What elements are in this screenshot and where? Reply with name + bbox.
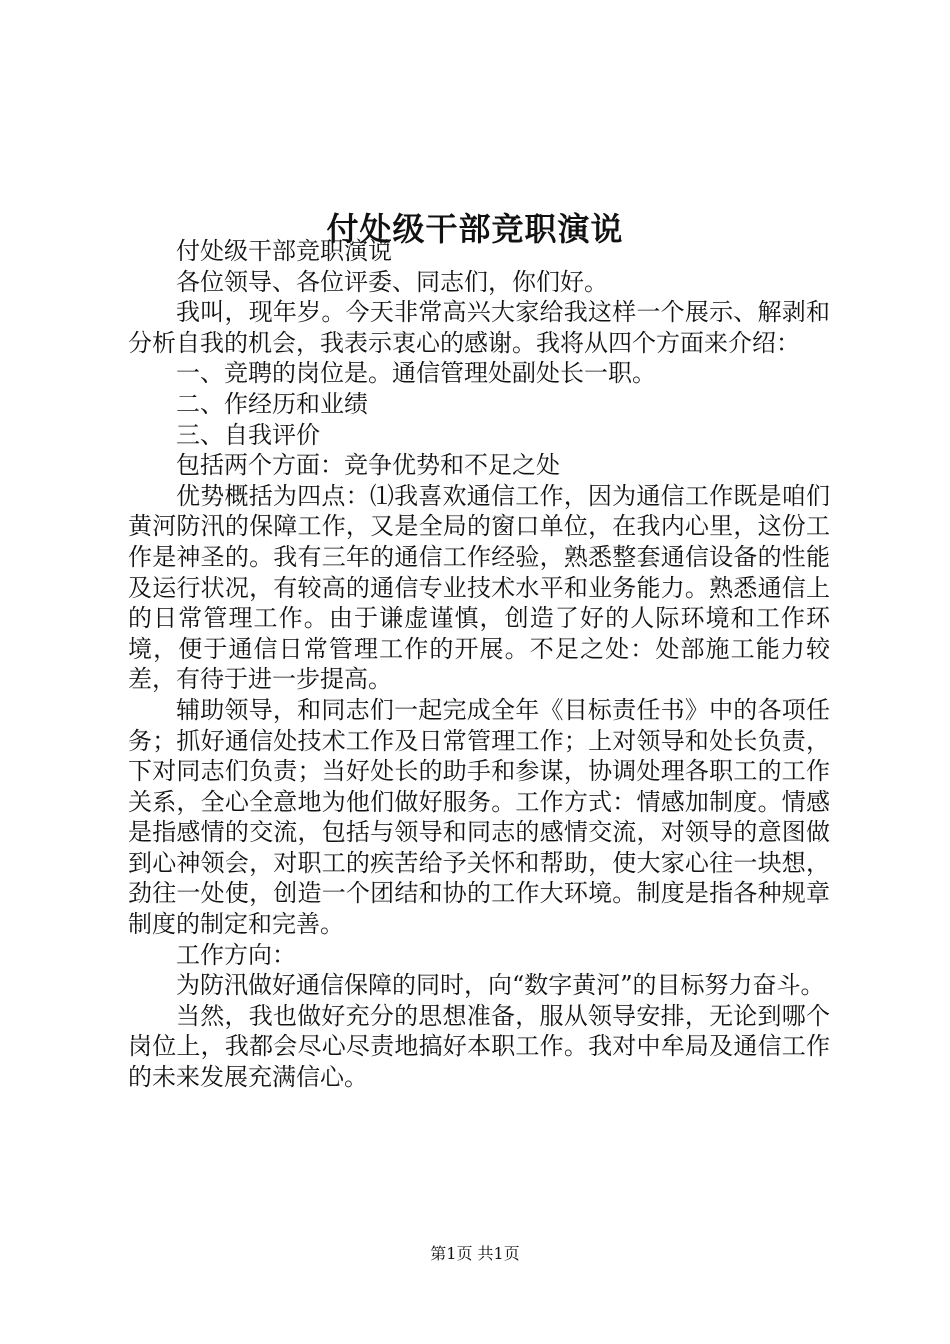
paragraph-work-direction: 为防汛做好通信保障的同时，向“数字黄河”的目标努力奋斗。 <box>176 971 825 1000</box>
paragraph-experience: 二、作经历和业绩 <box>176 389 368 418</box>
paragraph-subtitle: 付处级干部竞职演说 <box>176 237 392 265</box>
page-footer: 第1页 共1页 <box>430 1244 520 1263</box>
paragraph-duties: 辅助领导，和同志们一起完成全年《目标责任书》中的各项任务；抓好通信处技术工作及日常管理工作；上对领导和处长负责，下对同志们负责；当好处长的助手和参谋，协调处理各职工的工作关系，全心全意地为他们做好服务。工作方式：情感加制度。情感是指感情的交流，包括与领导和同志的感情交流，对领导的意图做到心神领会，对职工的疾苦给予关怀和帮助，使大家心往一块想，劲往一处使，创造一个团结和协的工作大环境。制度是指各种规章制度的制定和完善。 <box>128 695 830 939</box>
paragraph-self-evaluation: 三、自我评价 <box>176 420 320 449</box>
paragraph-work-direction-heading: 工作方向： <box>176 940 296 969</box>
paragraph-greeting: 各位领导、各位评委、同志们，你们好。 <box>176 267 608 296</box>
paragraph-closing: 当然，我也做好充分的思想准备，服从领导安排，无论到哪个岗位上，我都会尽心尽责地搞好本职工作。我对中牟局及通信工作的未来发展充满信心。 <box>128 1001 830 1092</box>
paragraph-introduction: 我叫，现年岁。今天非常高兴大家给我这样一个展示、解剥和分析自我的机会，我表示衷心的感谢。我将从四个方面来介绍： <box>128 298 830 357</box>
page-title: 付处级干部竞职演说 <box>326 210 624 249</box>
paragraph-advantages: 优势概括为四点：⑴我喜欢通信工作，因为通信工作既是咱们黄河防汛的保障工作，又是全局的窗口单位，在我内心里，这份工作是神圣的。我有三年的通信工作经验，熟悉整套通信设备的性能及运行状况，有较高的通信专业技术水平和业务能力。熟悉通信上的日常管理工作。由于谦虚谨慎，创造了好的人际环境和工作环境，便于通信日常管理工作的开展。不足之处：处部施工能力较差，有待于进一步提高。 <box>128 481 830 694</box>
paragraph-position: 一、竞聘的岗位是。通信管理处副处长一职。 <box>176 359 656 388</box>
paragraph-two-aspects: 包括两个方面：竞争优势和不足之处 <box>176 451 560 480</box>
document-body <box>128 236 830 1093</box>
